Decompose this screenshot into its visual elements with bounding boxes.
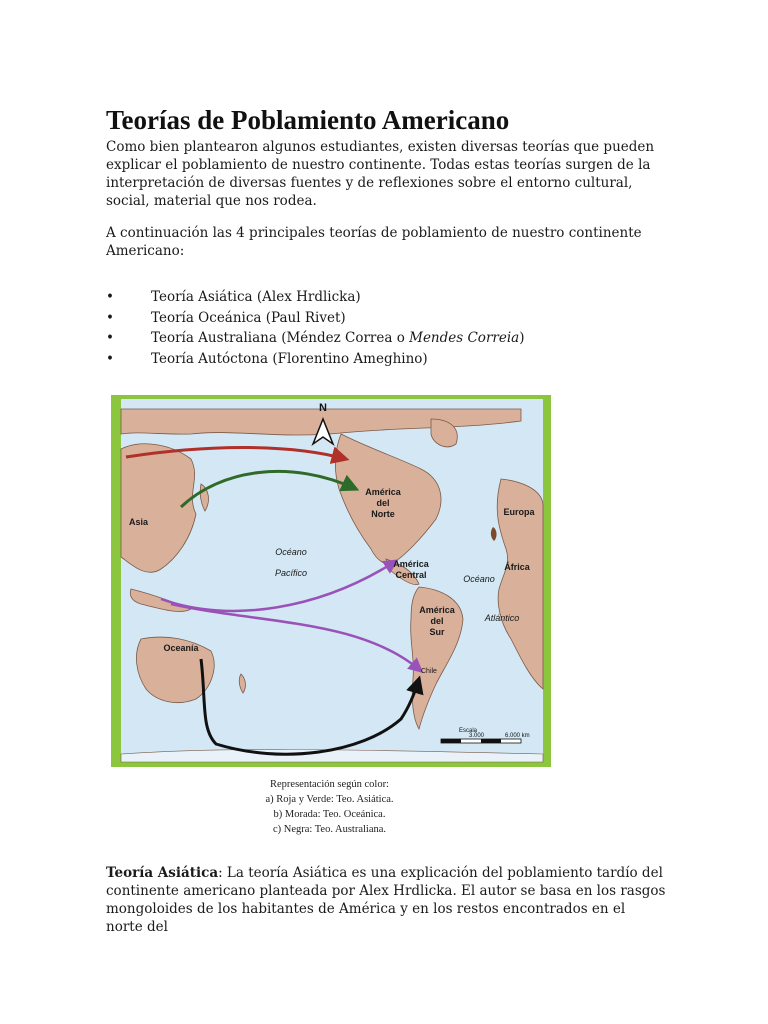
label-america-sur-1: América	[419, 605, 455, 615]
north-label: N	[319, 402, 327, 414]
list-item: • Teoría Autóctona (Florentino Ameghino)	[106, 349, 666, 370]
label-oceano-pacifico-2: Pacífico	[274, 568, 308, 578]
label-america-sur-3: Sur	[429, 627, 445, 637]
label-america-sur-2: del	[430, 616, 444, 626]
label-america-norte-2: del	[376, 498, 390, 508]
list-item: • Teoría Australiana (Méndez Correa o Mendes Correia)	[106, 328, 666, 349]
label-america-central-2: Central	[395, 570, 427, 580]
label-oceania: Oceanía	[163, 643, 199, 653]
svg-text:Escala: Escala	[459, 728, 478, 734]
svg-text:3.000: 3.000	[469, 733, 485, 739]
lead-paragraph: A continuación las 4 principales teorías de poblamiento de nuestro continente Americano:	[106, 225, 642, 259]
label-america-norte-1: América	[365, 487, 401, 497]
svg-text:6.000 km: 6.000 km	[505, 733, 530, 739]
label-asia: Asia	[129, 517, 149, 527]
asiatic-theory-paragraph: Teoría Asiática: La teoría Asiática es una explicación del poblamiento tardío del continente americano planteada por Alex Hrdlicka. El autor se basa en los rasgos mongoloides de los habitantes de América y en los restos encontrados en el norte del	[106, 865, 666, 935]
caption-line: c) Negra: Teo. Australiana.	[272, 824, 387, 835]
page-title: Teorías de Poblamiento Americano	[106, 105, 510, 135]
label-oceano-atlantico-1: Océano	[463, 574, 495, 584]
intro-paragraph: Como bien plantearon algunos estudiantes, existen diversas teorías que pueden explicar el poblamiento de nuestro continente. Todas estas teorías surgen de la interpretación de diversas fuentes y de reflexiones sobre el entorno cultural, social, material que nos rodea.	[106, 139, 655, 209]
caption-line: Representación según color:	[270, 779, 389, 790]
label-oceano-pacifico-1: Océano	[275, 547, 307, 557]
document-body	[106, 104, 666, 369]
list-item: • Teoría Asiática (Alex Hrdlicka)	[106, 287, 666, 308]
theories-list	[106, 287, 666, 369]
section-heading: Teoría Asiática	[106, 865, 219, 881]
label-oceano-atlantico-2: Atlántico	[484, 613, 520, 623]
label-europa: Europa	[503, 507, 535, 517]
list-item: • Teoría Oceánica (Paul Rivet)	[106, 308, 666, 329]
label-chile: Chile	[421, 668, 437, 675]
caption-line: b) Morada: Teo. Oceánica.	[273, 809, 386, 820]
map-caption	[101, 777, 558, 837]
label-america-norte-3: Norte	[371, 509, 395, 519]
migration-map	[101, 389, 558, 769]
caption-line: a) Roja y Verde: Teo. Asiática.	[265, 794, 394, 805]
asiatic-theory-section	[106, 864, 666, 936]
migration-map-figure	[101, 389, 558, 848]
label-africa: África	[504, 562, 530, 572]
label-america-central-1: América	[393, 559, 429, 569]
